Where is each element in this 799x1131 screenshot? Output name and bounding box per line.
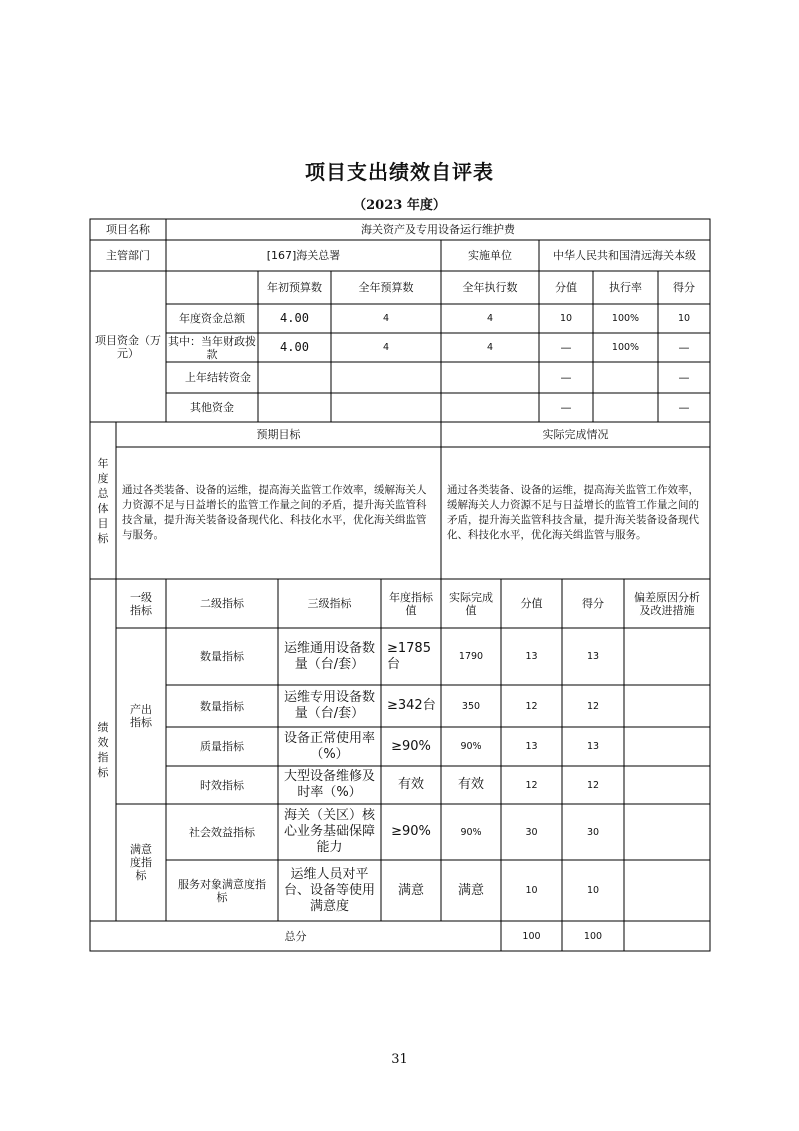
indicator-score: 13 [586, 741, 600, 752]
project-name-value: 海关资产及专用设备运行维护费 [361, 223, 515, 236]
indicator-level3: 运维人员对平台、设备等使用满意度 [283, 866, 375, 914]
funds-row-weight: — [560, 401, 572, 414]
funds-row-label: 上年结转资金 [185, 371, 251, 384]
indicator-weight: 13 [525, 741, 538, 752]
funds-row-score: — [678, 341, 690, 354]
indicator-note [624, 804, 710, 860]
total-weight: 100 [522, 930, 541, 942]
funds-row-label: 年度资金总额 [179, 312, 245, 325]
indicator-header-score: 得分 [582, 597, 604, 610]
funds-header-initial: 年初预算数 [267, 281, 322, 294]
indicator-note [624, 727, 710, 766]
indicator-weight: 12 [525, 779, 538, 791]
funds-row-annual [331, 393, 441, 422]
indicator-level3: 设备正常使用率（%） [283, 730, 375, 762]
dept-value: [167]海关总署 [266, 249, 341, 262]
indicator-header-level3: 三级指标 [307, 597, 352, 610]
funds-row-rate: 100% [611, 342, 640, 353]
indicator-header-level2: 二级指标 [200, 597, 244, 610]
indicator-score: 13 [586, 651, 600, 662]
funds-row-weight: — [560, 341, 572, 354]
funds-row-initial: 4.00 [280, 311, 309, 325]
indicator-note [624, 766, 710, 804]
indicator-note [624, 860, 710, 921]
funds-row-annual [331, 362, 441, 393]
unit-label: 实施单位 [468, 249, 512, 262]
funds-row-weight: 10 [559, 313, 573, 324]
goals-actual-header: 实际完成情况 [542, 428, 609, 441]
funds-row-executed [441, 362, 539, 393]
indicator-score: 10 [586, 885, 600, 896]
goals-label: 年度总体目标 [97, 456, 109, 545]
indicator-actual: 满意 [457, 882, 484, 898]
funds-label: 项目资金（万元） [95, 333, 161, 360]
year-subtitle: （2023 年度） [353, 198, 446, 213]
funds-row-rate: 100% [611, 313, 640, 324]
unit-value: 中华人民共和国清远海关本级 [553, 249, 696, 262]
indicator-level3: 运维专用设备数量（台/套） [283, 690, 375, 721]
indicator-weight: 12 [525, 700, 538, 712]
funds-row-initial [258, 362, 331, 393]
page-title: 项目支出绩效自评表 [305, 160, 494, 184]
indicator-level2: 质量指标 [200, 740, 244, 753]
indicator-level3: 大型设备维修及时率（%） [283, 769, 375, 800]
funds-row-annual: 4 [382, 313, 390, 324]
indicator-header-target: 年度指标值 [389, 590, 433, 617]
indicator-header-actual: 实际完成值 [449, 590, 493, 617]
indicator-target: 满意 [397, 882, 424, 898]
indicator-target: ≥1785台 [387, 640, 431, 672]
indicator-level3: 运维通用设备数量（台/套） [283, 640, 375, 672]
funds-header-score: 得分 [673, 281, 695, 294]
indicator-target: ≥90% [391, 738, 431, 754]
funds-row-annual: 4 [382, 342, 390, 353]
project-name-label: 项目名称 [106, 223, 150, 236]
funds-row-score: 10 [677, 313, 691, 324]
indicator-score: 12 [586, 779, 600, 791]
indicator-target: ≥342台 [387, 698, 436, 713]
dept-label: 主管部门 [106, 249, 150, 262]
indicators-label: 绩效指标 [97, 721, 109, 779]
indicator-note [624, 685, 710, 727]
page-number: 31 [391, 1052, 408, 1067]
funds-row-score: — [678, 401, 690, 414]
indicator-actual: 90% [460, 826, 482, 838]
indicator-actual: 1790 [458, 651, 484, 662]
goals-actual-text: 通过各类装备、设备的运维，提高海关监管工作效率，缓解海关人力资源不足与日益增长的监管工作量之间的矛盾，提升海关监管科技含量，提升海关装备设备现代化、科技化水平，优化海关缉监管与服务。 [447, 484, 699, 541]
goals-expected-text: 通过各类装备、设备的运维，提高海关监管工作效率，缓解海关人力资源不足与日益增长的监管工作量之间的矛盾，提升海关监管科技含量，提升海关装备设备现代化、科技化水平，优化海关缉监管与服务。 [122, 484, 427, 541]
funds-row-initial [258, 393, 331, 422]
indicator-weight: 13 [525, 651, 538, 662]
indicator-note [624, 628, 710, 685]
indicator-level2: 数量指标 [200, 650, 244, 663]
indicator-group-satisfaction: 满意度指标 [130, 843, 152, 882]
total-label: 总分 [284, 929, 307, 943]
total-score: 100 [583, 930, 603, 942]
indicator-level2: 服务对象满意度指标 [178, 877, 266, 904]
funds-row-rate [593, 362, 658, 393]
indicator-level2: 时效指标 [200, 778, 244, 792]
funds-row-score: — [678, 371, 690, 384]
goals-expected-header: 预期目标 [256, 428, 301, 441]
indicator-target: 有效 [397, 777, 424, 792]
indicator-actual: 有效 [457, 777, 484, 792]
funds-row-label: 其他资金 [190, 401, 234, 414]
indicator-level2: 社会效益指标 [189, 825, 255, 839]
funds-row-executed [441, 393, 539, 422]
funds-row-weight: — [560, 371, 572, 384]
indicator-score: 12 [586, 700, 600, 712]
indicator-actual: 90% [460, 741, 482, 752]
funds-header-rate: 执行率 [609, 281, 642, 294]
funds-row-executed: 4 [486, 342, 494, 353]
funds-row-label: 其中：当年财政拨款 [168, 334, 256, 361]
indicator-weight: 30 [525, 826, 538, 838]
funds-header-executed: 全年执行数 [462, 281, 518, 294]
indicator-header-level1: 一级指标 [130, 590, 152, 617]
indicator-level2: 数量指标 [200, 699, 244, 713]
funds-row-initial: 4.00 [280, 340, 309, 354]
funds-row-executed: 4 [486, 313, 494, 324]
indicator-actual: 350 [461, 700, 481, 712]
funds-header-annual: 全年预算数 [358, 281, 414, 294]
funds-header-weight: 分值 [555, 281, 577, 294]
indicator-header-deviation: 偏差原因分析及改进措施 [634, 590, 700, 617]
indicator-weight: 10 [525, 885, 538, 896]
indicator-level3: 海关（关区）核心业务基础保障能力 [283, 808, 375, 855]
indicator-target: ≥90% [391, 824, 431, 839]
funds-row-rate [593, 393, 658, 422]
indicator-header-weight: 分值 [520, 597, 543, 610]
indicator-score: 30 [586, 826, 600, 838]
indicator-group-output: 产出指标 [130, 703, 152, 729]
